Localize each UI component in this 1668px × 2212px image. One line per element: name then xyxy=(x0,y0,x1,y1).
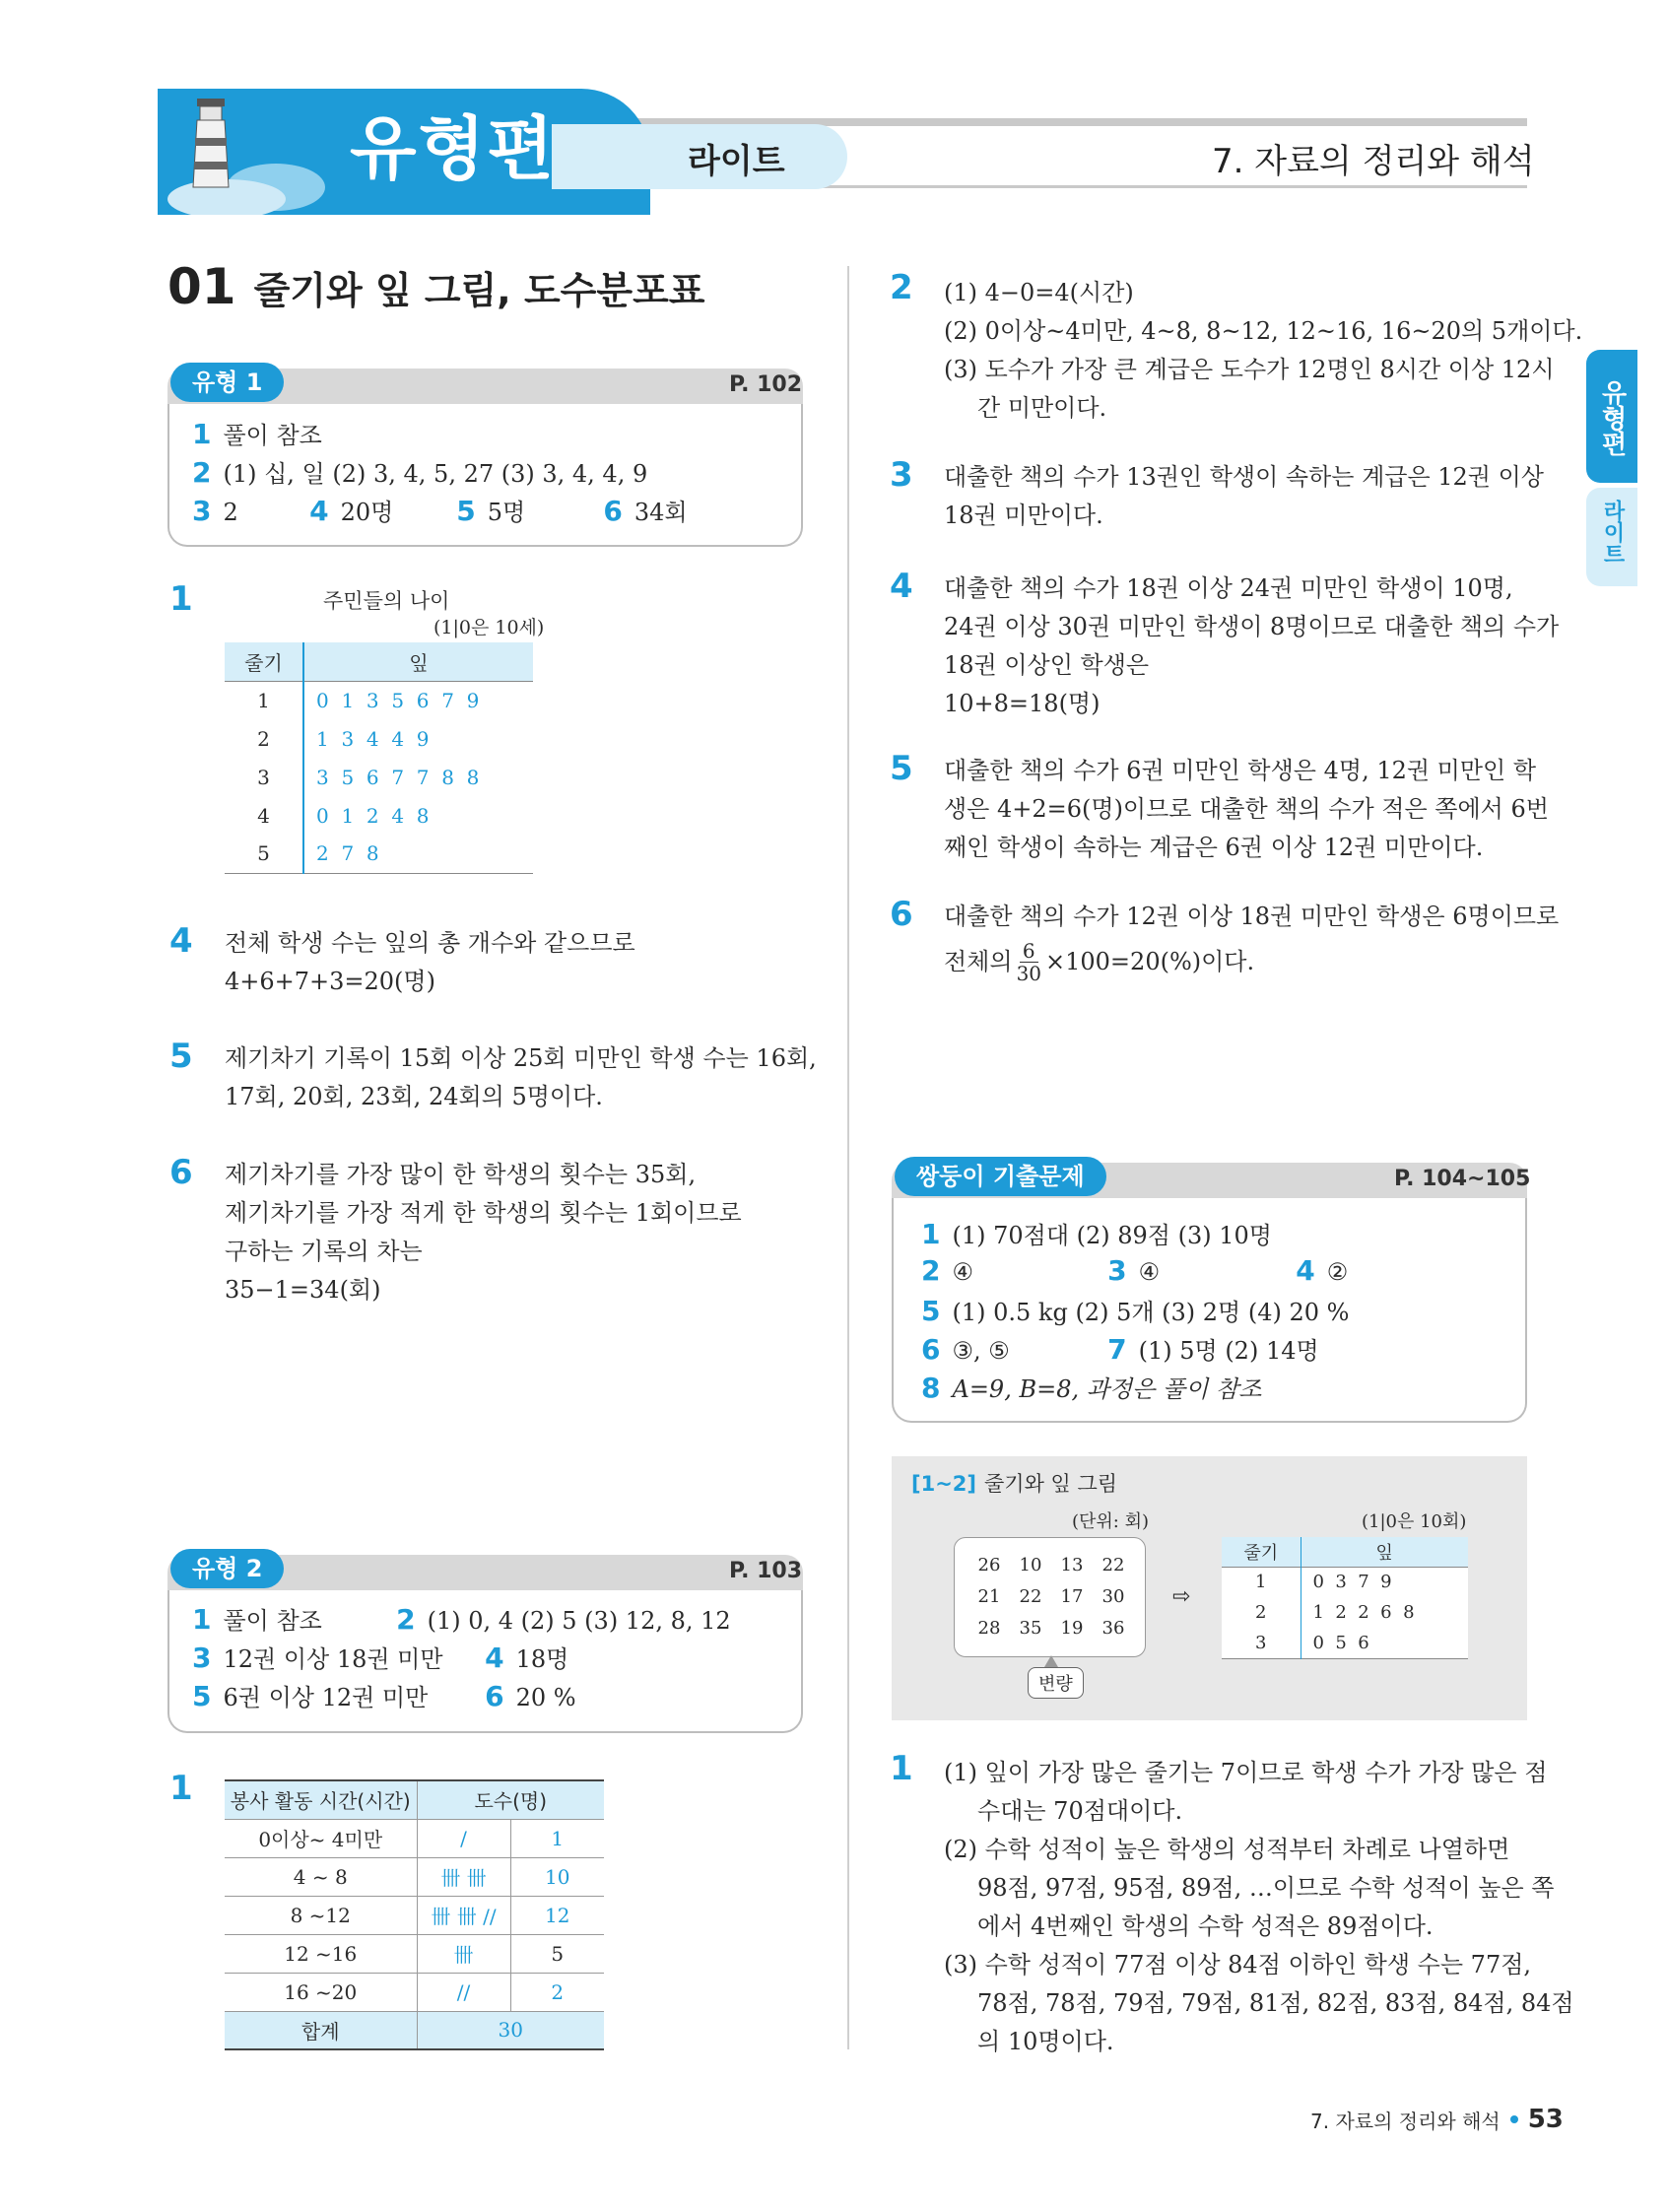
stem-cell: 3 xyxy=(225,758,303,796)
fraction xyxy=(1017,940,1041,984)
stem-leaf-table xyxy=(225,642,533,874)
problem-number: 4 xyxy=(890,567,913,606)
answer-number: 3 xyxy=(1107,1254,1127,1287)
side-tab-level[interactable] xyxy=(1586,488,1637,586)
solution-line: 78점, 78점, 79점, 79점, 81점, 82점, 83점, 84점, 84점 xyxy=(977,1989,1574,2017)
answer-number: 6 xyxy=(485,1680,504,1712)
answer-number: 1 xyxy=(192,418,212,450)
raw-value: 10 xyxy=(1019,1554,1042,1575)
answer-text: (1) 십, 일 (2) 3, 4, 5, 27 (3) 3, 4, 4, 9 xyxy=(223,460,648,488)
section-title xyxy=(167,258,705,315)
type2-row-2 xyxy=(192,1640,568,1674)
problem-number: 5 xyxy=(890,749,913,788)
answer-text: A=9, B=8, 과정은 풀이 참조 xyxy=(952,1375,1262,1403)
stem-leaf-unit-2: (1|0은 10회) xyxy=(1362,1511,1467,1532)
solution-line: 제기차기를 가장 적게 한 학생의 횟수는 1회이므로 xyxy=(225,1199,742,1227)
raw-value: 21 xyxy=(977,1585,1001,1607)
problem-number: 6 xyxy=(169,1153,193,1192)
problem-number: 1 xyxy=(169,579,193,619)
solution-4-right xyxy=(944,570,1559,723)
leaf-header: 잎 xyxy=(409,650,429,675)
freq-tally: 卌 卌 xyxy=(417,1857,510,1896)
problem-number: 3 xyxy=(890,455,913,495)
arrow-icon: ⇨ xyxy=(1172,1584,1191,1609)
leaf-cell: 1 2 2 6 8 xyxy=(1312,1602,1415,1623)
panel-title: 줄기와 잎 그림 xyxy=(984,1472,1118,1496)
solution-line: (2) 수학 성적이 높은 학생의 성적부터 차례로 나열하면 xyxy=(944,1836,1510,1863)
freq-class: 0이상~ 4미만 xyxy=(225,1819,417,1857)
answer-number: 2 xyxy=(192,456,212,489)
type2-page: P. 103 xyxy=(729,1559,803,1583)
type1-page: P. 102 xyxy=(729,372,803,397)
raw-value: 28 xyxy=(977,1617,1001,1639)
solution-6-right xyxy=(944,898,1559,984)
problem-number: 4 xyxy=(169,921,193,961)
freq-tally: / xyxy=(417,1819,510,1857)
solution-line: 대출한 책의 수가 12권 이상 18권 미만인 학생은 6명이므로 xyxy=(944,903,1560,930)
answer-number: 3 xyxy=(192,495,212,527)
column-divider xyxy=(847,266,849,2049)
panel-label: [1~2] xyxy=(911,1472,977,1496)
solution-line: 17회, 20회, 23회, 24회의 5명이다. xyxy=(225,1083,603,1110)
answer-number: 5 xyxy=(456,495,476,527)
raw-value: 36 xyxy=(1101,1617,1125,1639)
freq-class: 8 ~12 xyxy=(225,1896,417,1934)
type1-row-3 xyxy=(192,493,688,527)
answer-text: 6권 이상 12권 미만 xyxy=(223,1684,429,1711)
stem-leaf-title: 주민들의 나이 xyxy=(323,589,450,613)
twin-badge: 쌍둥이 기출문제 xyxy=(895,1157,1106,1196)
stem-cell: 4 xyxy=(225,796,303,835)
raw-value: 35 xyxy=(1019,1617,1042,1639)
freq-class: 12 ~16 xyxy=(225,1934,417,1973)
answer-text: (1) 0.5 kg (2) 5개 (3) 2명 (4) 20 % xyxy=(952,1299,1350,1326)
answer-number: 4 xyxy=(309,495,329,527)
leaf-cell: 3 5 6 7 7 8 8 xyxy=(316,765,480,789)
solution-line: 98점, 97점, 95점, 89점, …이므로 수학 성적이 높은 쪽 xyxy=(977,1874,1555,1902)
freq-tally: 卌 卌 // xyxy=(417,1896,510,1934)
footer xyxy=(1310,2105,1564,2134)
answer-text: (1) 0, 4 (2) 5 (3) 12, 8, 12 xyxy=(427,1607,731,1635)
solution-line: 제기차기를 가장 많이 한 학생의 횟수는 35회, xyxy=(225,1161,697,1188)
solution-line: (1) 4−0=4(시간) xyxy=(944,279,1134,306)
tag-pointer xyxy=(1044,1655,1058,1667)
answer-number: 3 xyxy=(192,1642,212,1674)
leaf-cell: 0 1 3 5 6 7 9 xyxy=(316,688,480,712)
solution-6 xyxy=(225,1156,742,1309)
stem-cell: 1 xyxy=(1222,1567,1301,1597)
freq-count: 12 xyxy=(510,1896,604,1934)
answer-number: 1 xyxy=(192,1603,212,1636)
fraction-denominator: 30 xyxy=(1016,962,1042,985)
solution-line: 제기차기 기록이 15회 이상 25회 미만인 학생 수는 16회, xyxy=(225,1044,817,1072)
freq-tally: // xyxy=(417,1973,510,2011)
stem-cell: 5 xyxy=(225,835,303,873)
fraction-pre: 전체의 xyxy=(944,948,1013,975)
raw-value: 26 xyxy=(977,1554,1001,1575)
footer-dot-icon xyxy=(1510,2115,1518,2123)
type2-row-3 xyxy=(192,1678,576,1712)
solution-line: 10+8=18(명) xyxy=(944,690,1101,717)
answer-text: 18명 xyxy=(515,1645,569,1673)
twin-row-5 xyxy=(921,1370,1261,1404)
freq-count: 10 xyxy=(510,1857,604,1896)
solution-line: 간 미만이다. xyxy=(977,394,1107,422)
raw-value: 19 xyxy=(1060,1617,1084,1639)
solution-line: 전체 학생 수는 잎의 총 개수와 같으므로 xyxy=(225,929,635,957)
solution-line: 의 10명이다. xyxy=(977,2028,1114,2055)
solution-line: 에서 4번째인 학생의 수학 성적은 89점이다. xyxy=(977,1912,1434,1940)
problem-number: 5 xyxy=(169,1037,193,1076)
answer-text: 5명 xyxy=(487,499,526,526)
answer-text: 34회 xyxy=(634,499,688,526)
problem-number: 6 xyxy=(890,895,913,934)
twin-row-1 xyxy=(921,1216,1272,1250)
problem-number: 2 xyxy=(890,268,913,307)
answer-text: 풀이 참조 xyxy=(223,422,322,449)
solution-line: 24권 이상 30권 미만인 학생이 8명이므로 대출한 책의 수가 xyxy=(944,613,1560,640)
stem-cell: 2 xyxy=(225,719,303,758)
answer-text: 12권 이상 18권 미만 xyxy=(223,1645,443,1673)
panel-solution xyxy=(944,1754,1574,2061)
solution-line: (3) 수학 성적이 77점 이상 84점 이하인 학생 수는 77점, xyxy=(944,1951,1532,1978)
frequency-table xyxy=(225,1779,604,2050)
answer-text: 20 % xyxy=(515,1684,576,1711)
leaf-cell: 0 1 2 4 8 xyxy=(316,803,430,828)
solution-line: (2) 0이상~4미만, 4~8, 8~12, 12~16, 16~20의 5개이다. xyxy=(944,317,1583,345)
answer-text: ③, ⑤ xyxy=(952,1337,1010,1365)
stem-header: 줄기 xyxy=(225,642,303,681)
raw-value: 17 xyxy=(1060,1585,1084,1607)
freq-total-label: 합계 xyxy=(225,2011,417,2049)
raw-unit: (단위: 회) xyxy=(1072,1511,1149,1532)
type2-badge: 유형 2 xyxy=(170,1549,284,1588)
answer-number: 5 xyxy=(192,1680,212,1712)
solution-line: 구하는 기록의 차는 xyxy=(225,1238,423,1265)
freq-tally: 卌 xyxy=(417,1934,510,1973)
type1-row-1 xyxy=(192,416,322,450)
answer-number: 8 xyxy=(921,1372,941,1404)
solution-line: 대출한 책의 수가 13권인 학생이 속하는 계급은 12권 이상 xyxy=(944,463,1544,491)
answer-text: ④ xyxy=(1138,1258,1161,1286)
solution-3 xyxy=(944,458,1544,535)
answer-number: 5 xyxy=(921,1295,941,1327)
lighthouse-icon xyxy=(167,89,325,215)
freq-total: 30 xyxy=(417,2011,604,2049)
answer-text: (1) 70점대 (2) 89점 (3) 10명 xyxy=(952,1222,1272,1249)
solution-line: 18권 미만이다. xyxy=(944,502,1103,529)
leaf-cell: 0 5 6 xyxy=(1312,1632,1369,1653)
answer-text: (1) 5명 (2) 14명 xyxy=(1138,1337,1319,1365)
type1-row-2 xyxy=(192,454,647,489)
answer-number: 4 xyxy=(1296,1254,1315,1287)
solution-line: 생은 4+2=6(명)이므로 대출한 책의 수가 적은 쪽에서 6번 xyxy=(944,795,1549,823)
stem-leaf-unit: (1|0은 10세) xyxy=(434,617,545,638)
leaf-header: 잎 xyxy=(1375,1542,1393,1564)
solution-line: 대출한 책의 수가 6권 미만인 학생은 4명, 12권 미만인 학 xyxy=(944,757,1537,784)
raw-value: 30 xyxy=(1101,1585,1125,1607)
stem-cell: 2 xyxy=(1222,1597,1301,1628)
stem-cell: 1 xyxy=(225,681,303,719)
solution-5-right xyxy=(944,752,1549,867)
raw-data-table xyxy=(968,1549,1134,1643)
stem-leaf-table-2 xyxy=(1222,1537,1468,1659)
freq-header-class: 봉사 활동 시간(시간) xyxy=(225,1780,417,1819)
header-chapter: 7. 자료의 정리와 해석 xyxy=(1212,142,1535,181)
answer-number: 4 xyxy=(485,1642,504,1674)
fraction-numerator: 6 xyxy=(1020,940,1038,963)
solution-line: 째인 학생이 속하는 계급은 6권 이상 12권 미만이다. xyxy=(944,834,1484,861)
side-tab-level-label: 라이트 xyxy=(1600,500,1625,565)
panel-heading xyxy=(911,1468,1117,1498)
fraction-post: ×100=20(%)이다. xyxy=(1045,948,1255,975)
answer-text: 풀이 참조 xyxy=(223,1607,322,1635)
solution-line: 대출한 책의 수가 18권 이상 24권 미만인 학생이 10명, xyxy=(944,574,1513,602)
twin-page: P. 104~105 xyxy=(1394,1167,1531,1191)
solution-4 xyxy=(225,924,635,1001)
solution-2 xyxy=(944,274,1582,428)
leaf-cell: 2 7 8 xyxy=(316,841,379,866)
variable-tag: 변량 xyxy=(1028,1667,1084,1699)
solution-line: (1) 잎이 가장 많은 줄기는 7이므로 학생 수가 가장 많은 점 xyxy=(944,1759,1548,1786)
solution-5 xyxy=(225,1039,817,1116)
stem-cell: 3 xyxy=(1222,1628,1301,1658)
twin-row-2 xyxy=(921,1254,1348,1287)
freq-header-count: 도수(명) xyxy=(417,1780,604,1819)
answer-number: 6 xyxy=(921,1333,941,1366)
leaf-cell: 1 3 4 4 9 xyxy=(316,726,430,751)
answer-number: 1 xyxy=(921,1218,941,1250)
raw-value: 22 xyxy=(1019,1585,1042,1607)
twin-row-3 xyxy=(921,1293,1349,1327)
stem-header: 줄기 xyxy=(1222,1537,1301,1567)
solution-line: 35−1=34(회) xyxy=(225,1276,381,1304)
header-title: 유형편 xyxy=(350,108,556,189)
fraction-line xyxy=(944,940,1559,984)
answer-number: 2 xyxy=(396,1603,416,1636)
section-title-text: 줄기와 잎 그림, 도수분포표 xyxy=(253,269,705,312)
freq-count: 5 xyxy=(510,1934,604,1973)
freq-count: 1 xyxy=(510,1819,604,1857)
side-tab-section-label: 유형편 xyxy=(1597,379,1627,456)
answer-text: 20명 xyxy=(340,499,394,526)
section-number: 01 xyxy=(167,258,236,315)
problem-number: 1 xyxy=(890,1749,913,1788)
type1-badge: 유형 1 xyxy=(170,363,284,402)
answer-number: 7 xyxy=(1107,1333,1127,1366)
freq-count: 2 xyxy=(510,1973,604,2011)
type2-row-1 xyxy=(192,1601,731,1636)
header-level: 라이트 xyxy=(688,142,785,181)
side-tab-section[interactable] xyxy=(1586,350,1637,483)
solution-line: 4+6+7+3=20(명) xyxy=(225,968,435,995)
answer-number: 6 xyxy=(603,495,623,527)
freq-class: 16 ~20 xyxy=(225,1973,417,2011)
footer-page-number: 53 xyxy=(1527,2105,1564,2134)
solution-line: 18권 이상인 학생은 xyxy=(944,651,1150,679)
answer-text: 2 xyxy=(223,499,238,526)
solution-line: 수대는 70점대이다. xyxy=(977,1797,1183,1825)
answer-text: ④ xyxy=(952,1258,973,1286)
raw-value: 22 xyxy=(1101,1554,1125,1575)
raw-value: 13 xyxy=(1060,1554,1084,1575)
solution-line: (3) 도수가 가장 큰 계급은 도수가 12명인 8시간 이상 12시 xyxy=(944,356,1555,383)
answer-text: ② xyxy=(1326,1258,1349,1286)
twin-row-4 xyxy=(921,1331,1319,1366)
problem-number: 1 xyxy=(169,1769,193,1808)
answer-number: 2 xyxy=(921,1254,941,1287)
leaf-cell: 0 3 7 9 xyxy=(1312,1572,1392,1593)
freq-class: 4 ~ 8 xyxy=(225,1857,417,1896)
footer-chapter: 7. 자료의 정리와 해석 xyxy=(1310,2109,1501,2133)
